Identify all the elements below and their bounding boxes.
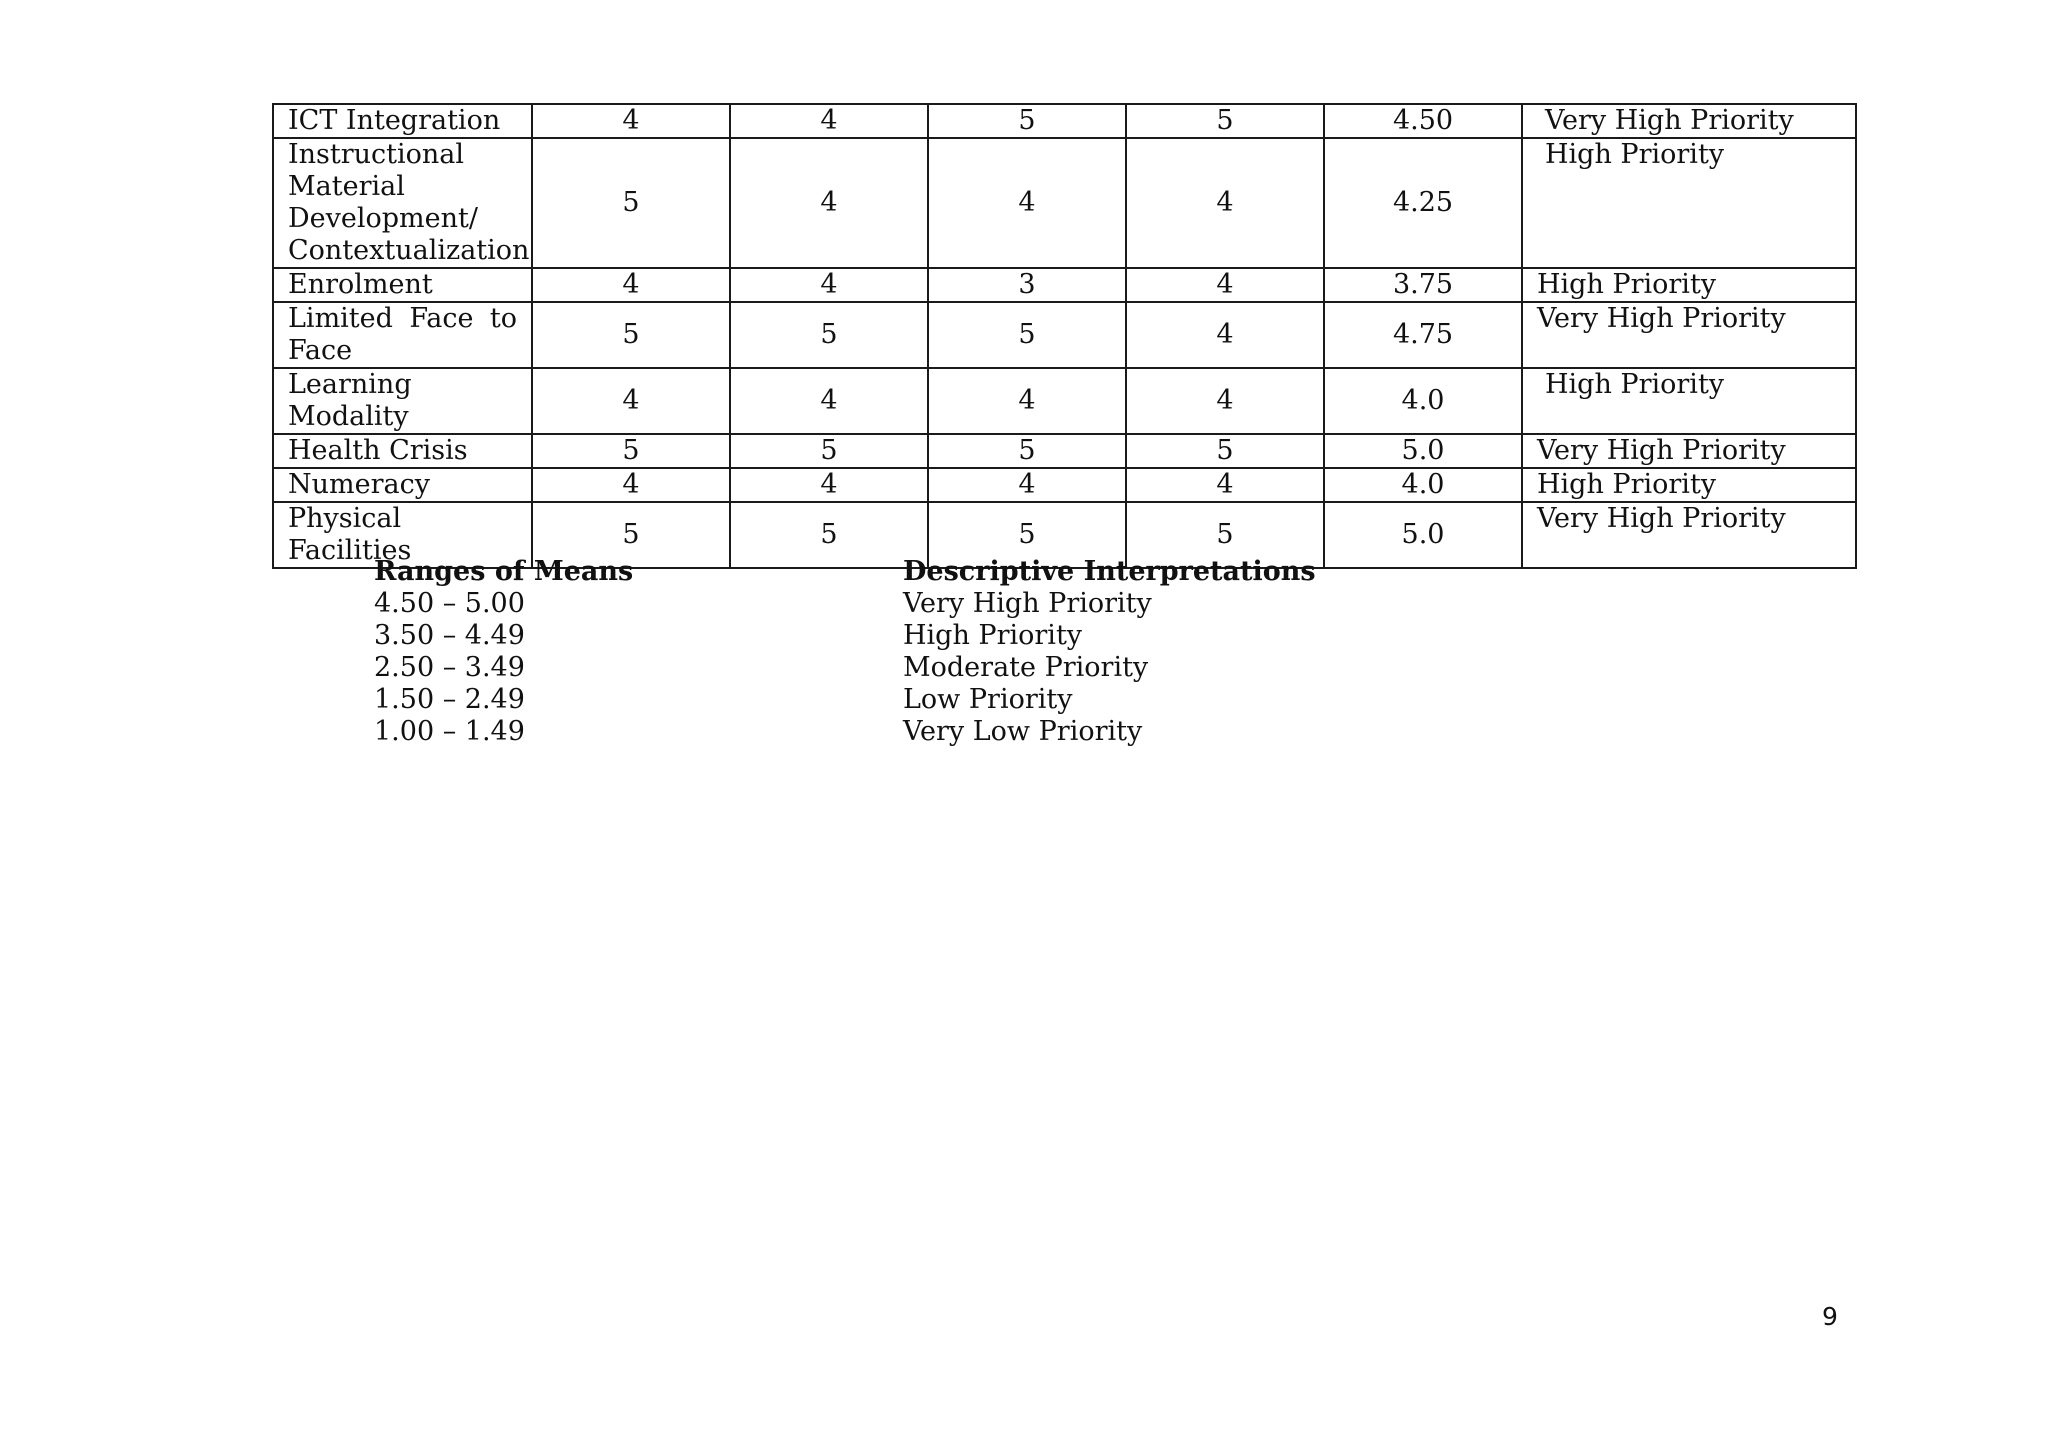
score-cell: 4 xyxy=(928,138,1126,268)
score-cell: 4 xyxy=(1126,368,1324,434)
score-cell: 4 xyxy=(928,368,1126,434)
score-cell: 4 xyxy=(730,368,928,434)
legend-range: 1.00 – 1.49 xyxy=(374,716,525,747)
score-cell: 4 xyxy=(532,268,730,302)
row-label: Numeracy xyxy=(273,468,532,502)
score-cell: 4 xyxy=(1126,138,1324,268)
mean-cell: 5.0 xyxy=(1324,502,1522,568)
legend-descriptions-heading: Descriptive Interpretations xyxy=(903,556,1316,587)
score-cell: 5 xyxy=(1126,434,1324,468)
mean-cell: 4.50 xyxy=(1324,104,1522,138)
score-cell: 4 xyxy=(730,138,928,268)
interpretation-cell: Very High Priority xyxy=(1522,104,1856,138)
legend-range: 1.50 – 2.49 xyxy=(374,684,525,715)
interpretation-cell: Very High Priority xyxy=(1522,502,1856,568)
mean-cell: 4.75 xyxy=(1324,302,1522,368)
page-number: 9 xyxy=(1822,1302,1838,1331)
score-cell: 5 xyxy=(730,434,928,468)
score-cell: 5 xyxy=(532,138,730,268)
interpretation-cell: Very High Priority xyxy=(1522,434,1856,468)
score-cell: 3 xyxy=(928,268,1126,302)
mean-cell: 4.25 xyxy=(1324,138,1522,268)
table-row xyxy=(273,302,1856,368)
row-label xyxy=(273,368,532,434)
score-cell: 4 xyxy=(1126,268,1324,302)
row-label: Enrolment xyxy=(273,268,532,302)
mean-cell: 5.0 xyxy=(1324,434,1522,468)
legend-range: 3.50 – 4.49 xyxy=(374,620,525,651)
score-cell: 5 xyxy=(1126,502,1324,568)
row-label: Limited Face to Face xyxy=(273,302,532,368)
score-cell: 4 xyxy=(1126,302,1324,368)
mean-cell: 4.0 xyxy=(1324,468,1522,502)
legend-ranges-column xyxy=(374,556,633,748)
interpretation-cell: High Priority xyxy=(1522,138,1856,268)
interpretation-cell: High Priority xyxy=(1522,368,1856,434)
row-label-text: Learning Modality xyxy=(288,369,412,432)
score-cell: 5 xyxy=(532,434,730,468)
score-cell: 5 xyxy=(928,502,1126,568)
table-row xyxy=(273,434,1856,468)
score-cell: 5 xyxy=(532,302,730,368)
score-cell: 5 xyxy=(1126,104,1324,138)
row-label: Instructional Material Development/ Contextualization xyxy=(273,138,532,268)
score-cell: 4 xyxy=(730,104,928,138)
legend-range: 2.50 – 3.49 xyxy=(374,652,525,683)
score-cell: 4 xyxy=(730,268,928,302)
score-cell: 4 xyxy=(928,468,1126,502)
interpretation-cell: High Priority xyxy=(1522,268,1856,302)
legend-description: Very Low Priority xyxy=(903,716,1143,747)
priority-table xyxy=(272,103,1857,569)
table-row xyxy=(273,368,1856,434)
row-label: ICT Integration xyxy=(273,104,532,138)
legend-description: Very High Priority xyxy=(903,588,1152,619)
legend-description: High Priority xyxy=(903,620,1083,651)
score-cell: 4 xyxy=(1126,468,1324,502)
legend-description: Moderate Priority xyxy=(903,652,1149,683)
interpretation-cell: Very High Priority xyxy=(1522,302,1856,368)
legend-description: Low Priority xyxy=(903,684,1073,715)
table-row xyxy=(273,138,1856,268)
score-cell: 4 xyxy=(532,104,730,138)
score-cell: 5 xyxy=(928,302,1126,368)
row-label: Health Crisis xyxy=(273,434,532,468)
row-label-text: Physical Facilities xyxy=(288,503,412,566)
mean-cell: 4.0 xyxy=(1324,368,1522,434)
mean-cell: 3.75 xyxy=(1324,268,1522,302)
score-cell: 5 xyxy=(928,104,1126,138)
score-cell: 5 xyxy=(730,502,928,568)
score-cell: 5 xyxy=(532,502,730,568)
table-row xyxy=(273,268,1856,302)
table-row xyxy=(273,104,1856,138)
score-cell: 5 xyxy=(928,434,1126,468)
legend-ranges-heading: Ranges of Means xyxy=(374,556,634,587)
legend-descriptions-column xyxy=(903,556,1316,748)
score-cell: 5 xyxy=(730,302,928,368)
score-cell: 4 xyxy=(532,368,730,434)
table-row xyxy=(273,468,1856,502)
score-cell: 4 xyxy=(730,468,928,502)
score-cell: 4 xyxy=(532,468,730,502)
interpretation-cell: High Priority xyxy=(1522,468,1856,502)
legend-range: 4.50 – 5.00 xyxy=(374,588,525,619)
